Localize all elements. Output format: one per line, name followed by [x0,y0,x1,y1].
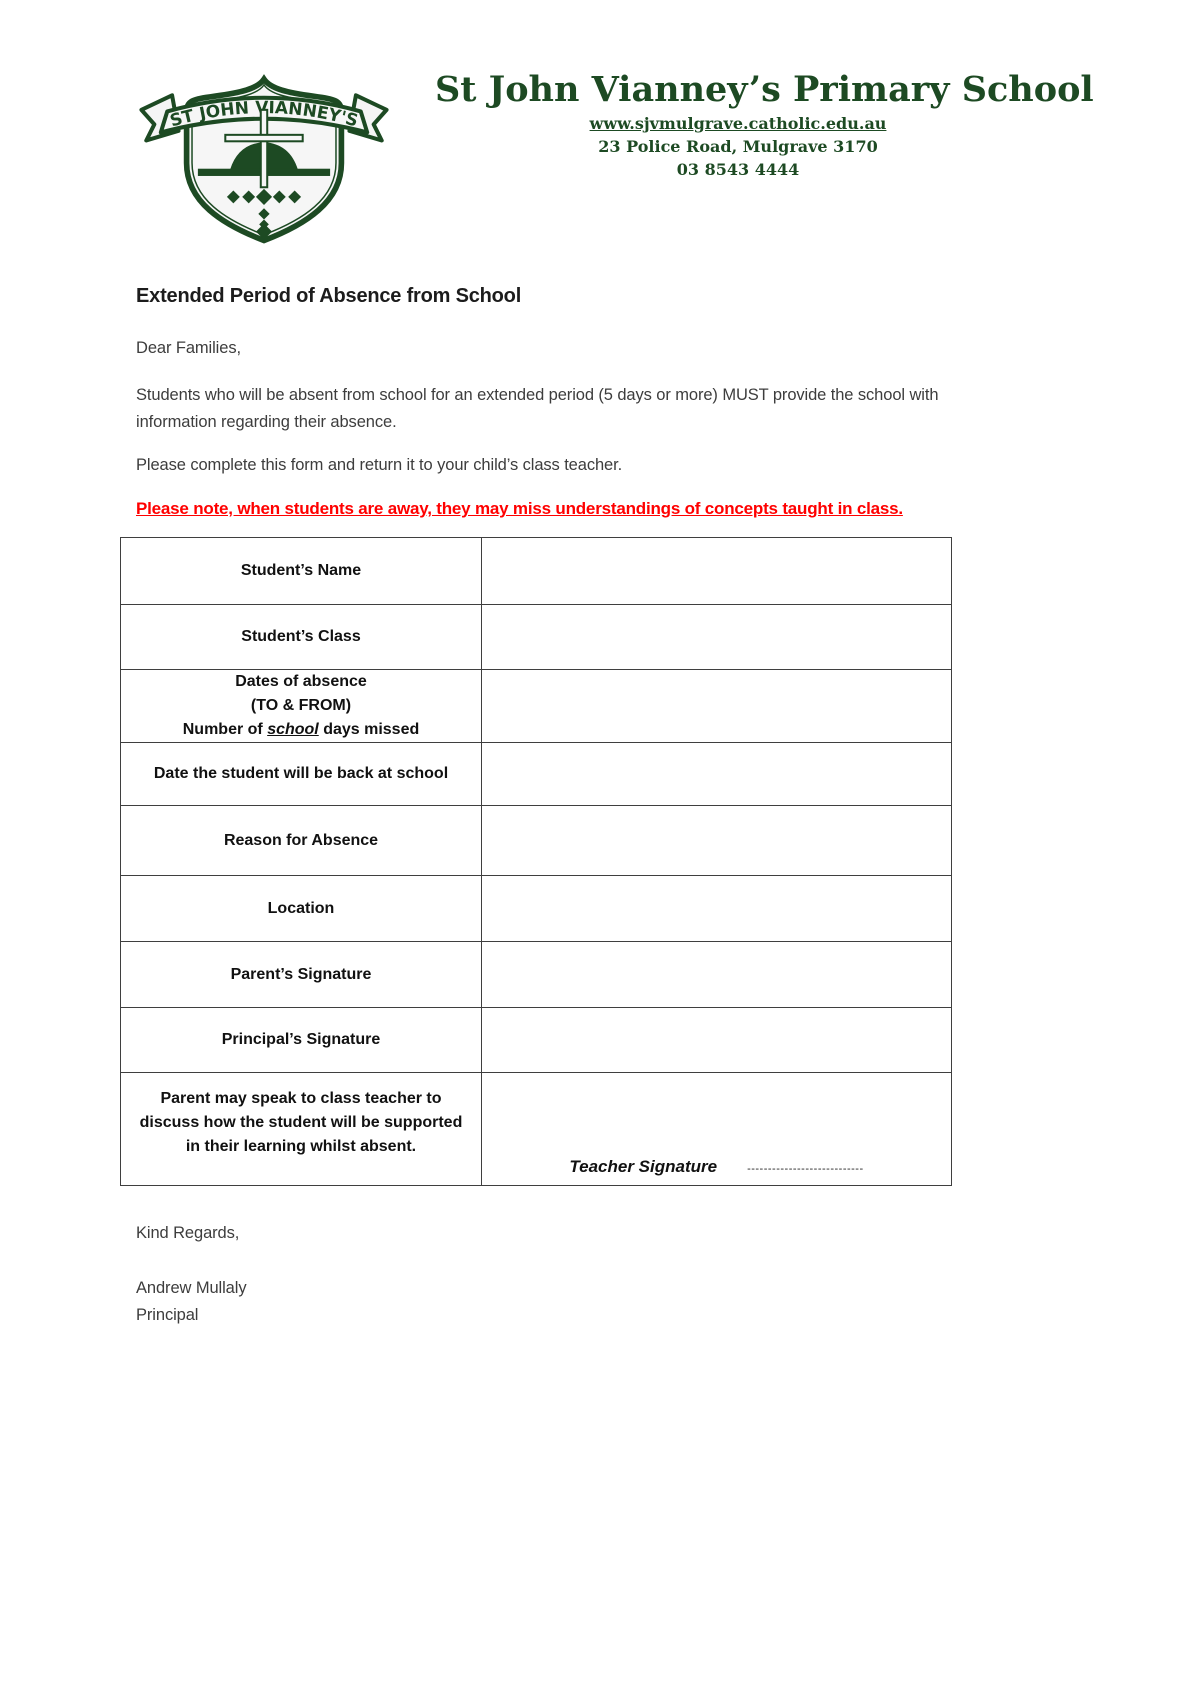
intro-paragraph: Students who will be absent from school for an extended period (5 days or more) MUST provide the school with information regarding their absence. [136,386,939,431]
signatory-title: Principal [136,1306,199,1324]
table-row-principal-signature [121,1008,952,1073]
cross-shaft-icon [261,110,267,187]
document-body [120,283,1020,1329]
row-label-reason: Reason for Absence [121,806,482,876]
row-label-dates-of-absence [121,670,482,743]
school-crest-logo [135,58,393,252]
greeting: Dear Families, [136,339,241,357]
dates-line3-school: school [267,721,319,738]
school-website-link[interactable]: www.sjvmulgrave.catholic.edu.au [589,114,887,133]
dates-line3-prefix: Number of [182,721,268,738]
row-label-teacher-discussion: Parent may speak to class teacher to discuss how the student will be supported in their learning whilst absent. [121,1073,482,1186]
school-phone: 03 8543 4444 [676,160,800,179]
cross-bar-icon [225,135,302,141]
teacher-signature-cell [482,1073,952,1186]
absence-form-table [120,537,952,1186]
dates-line1: Dates of absence [235,673,367,690]
school-address: 23 Police Road, Mulgrave 3170 [598,137,878,156]
location-field[interactable] [482,876,952,942]
form-title: Extended Period of Absence from School [136,285,522,307]
shield-crest-icon [135,58,393,252]
return-date-field[interactable] [482,743,952,806]
absence-note: Please note, when students are away, they may miss understandings of concepts taught in class. [136,499,903,518]
table-row-parent-signature [121,942,952,1008]
dates-of-absence-field[interactable] [482,670,952,743]
row-label-student-class: Student’s Class [121,605,482,670]
signatory-name: Andrew Mullaly [136,1279,247,1297]
letterhead [135,58,1131,253]
letterhead-text [435,68,1094,181]
table-row-student-name [121,538,952,605]
row-label-parent-signature: Parent’s Signature [121,942,482,1008]
parent-signature-field[interactable] [482,942,952,1008]
school-website [435,112,1041,135]
instruction-paragraph: Please complete this form and return it to your child’s class teacher. [136,456,623,474]
table-row-reason [121,806,952,876]
row-label-return-date: Date the student will be back at school [121,743,482,806]
row-label-location: Location [121,876,482,942]
row-label-student-name: Student’s Name [121,538,482,605]
table-row-student-class [121,605,952,670]
school-name: St John Vianney’s Primary School [435,69,1094,110]
reason-for-absence-field[interactable] [482,806,952,876]
table-row-dates-of-absence [121,670,952,743]
table-row-teacher-discussion [121,1073,952,1186]
table-row-location [121,876,952,942]
student-class-field[interactable] [482,605,952,670]
table-row-return-date [121,743,952,806]
teacher-signature-line[interactable]: ---------------------------- [747,1163,864,1175]
dates-line2: (TO & FROM) [250,697,352,714]
principal-signature-field[interactable] [482,1008,952,1073]
row-label-principal-signature: Principal’s Signature [121,1008,482,1073]
student-name-field[interactable] [482,538,952,605]
logo-banner-text: ST JOHN VIANNEY'S [167,97,361,131]
teacher-signature-zone [482,1157,951,1177]
dates-line3-suffix: days missed [318,721,420,738]
closing-regards: Kind Regards, [136,1224,240,1242]
teacher-signature-label: Teacher Signature [569,1157,718,1176]
